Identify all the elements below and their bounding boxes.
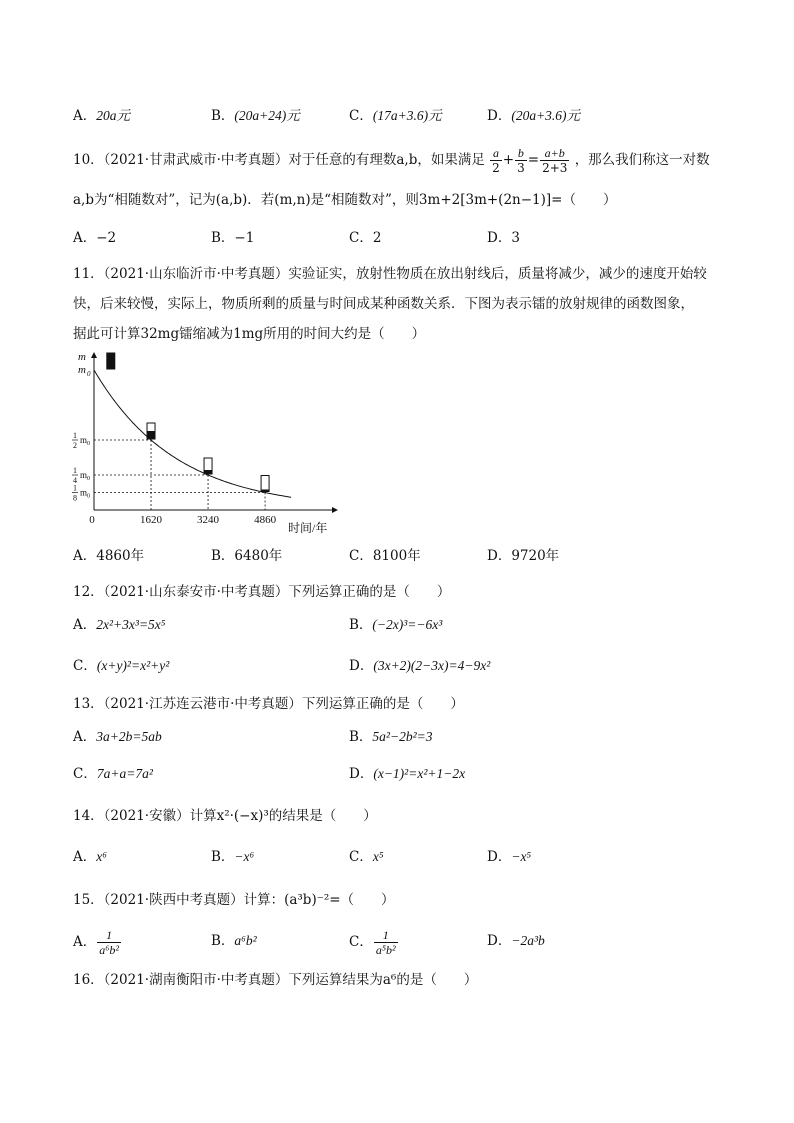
option-a: A． $\frac{1}{\text{a⁶b²}}$ [73,928,120,957]
option-c: C．(17a+3.6)元 [349,108,442,124]
y-tick-sub: 0 [87,476,90,482]
x-axis-label: 时间/年 [288,521,328,535]
option-a: A．3a+2b=5ab [73,729,162,745]
y-tick-label [78,364,91,378]
fraction: $\frac{1}{\text{a⁵b²}}$ [375,928,396,957]
option-d: D．(3x+2)(2−3x)=4−9x² [349,658,491,674]
x-tick-label: 0 [89,514,95,526]
y-axis-arrow [91,352,97,358]
option-d: D．3 [487,230,520,246]
y-tick-unit: m [80,470,88,480]
fraction: $\frac{1}{\text{a⁶b²}}$ [99,928,120,957]
x-tick-label: 4860 [254,514,277,526]
option-a: A．x⁶ [73,849,107,865]
option-a: A．2x²+3x³=5x⁵ [73,617,166,633]
option-d: D．−2a³b [487,933,545,949]
y-tick-label [72,484,90,503]
y-tick-num: 1 [73,483,77,493]
sample-fill [147,431,155,439]
y-tick-unit: m [78,364,86,376]
option-b: B．a⁶b² [211,933,257,949]
q11-stem-line2: 快，后来较慢，实际上，物质所剩的质量与时间成某种函数关系．下图为表示镭的放射规律的函数图象， [73,296,694,312]
x-tick-label: 3240 [197,514,220,526]
q13-stem: 13．（2021·江苏连云港市·中考真题）下列运算正确的是（ ） [73,696,464,712]
y-tick-label [72,466,90,485]
x-tick-label: 1620 [140,514,163,526]
option-c: C．(x+y)²=x²+y² [73,658,170,674]
y-tick-unit: m [80,435,88,445]
y-axis-label: m [78,351,86,363]
chart-guides [94,440,265,510]
chart-boxes [107,353,269,492]
q14-stem: 14．（2021·安徽）计算x²·(−x)³的结果是（ ） [73,808,377,824]
option-d: D．−x⁵ [487,849,532,865]
option-a: A．−2 [73,230,117,246]
y-tick-den: 4 [73,476,77,485]
option-c: C． $\frac{1}{\text{a⁵b²}}$ [349,928,396,957]
q12-stem: 12．（2021·山东泰安市·中考真题）下列运算正确的是（ ） [73,584,451,600]
q11-stem-line3: 据此可计算32mg镭缩减为1mg所用的时间大约是（ ） [73,326,426,342]
sample-fill [204,470,212,474]
option-b: B．(20a+24)元 [211,108,300,124]
sample-box [261,476,269,492]
option-c: C．8100年 [349,548,421,564]
chart-axes [91,352,338,513]
fraction: $\frac{b}{3}$ [517,146,525,175]
q10-stem-line2: a,b为“相随数对”，记为(a,b)．若(m,n)是“相随数对”，则3m+2[3m+(2n−1)]=（ ） [73,192,617,208]
y-tick-den: 8 [73,493,77,503]
fraction: $\frac{a+b}{2+3}$ [542,146,568,175]
q10-stem-line1: 10．（2021·甘肃武威市·中考真题）对于任意的有理数a,b，如果满足 $\frac{a}{2}$ + $\frac{b}{3}$ = $\frac{a+b}{2+3}$ ，那么我们称这一对数 [73,146,710,175]
option-b: B．−1 [211,230,255,246]
option-c: C．7a+a=7a² [73,766,153,782]
decay-chart [70,350,350,535]
q16-stem: 16．（2021·湖南衡阳市·中考真题）下列运算结果为a⁶的是（ ） [73,972,478,988]
y-tick-label [72,431,90,450]
q15-stem: 15．（2021·陕西中考真题）计算：(a³b)⁻²=（ ） [73,892,395,908]
y-tick-sub: 0 [87,441,90,447]
chart-labels [72,351,327,535]
option-b: B．(−2x)³=−6x³ [349,617,443,633]
fraction: $\frac{a}{2}$ [492,146,500,175]
sample-fill [107,353,115,369]
option-c: C．x⁵ [349,849,384,865]
option-b: B．−x⁶ [211,849,255,865]
y-tick-sub: 0 [87,370,91,378]
option-d: D．(x−1)²=x²+1−2x [349,766,466,782]
y-tick-num: 1 [73,431,77,440]
option-a: A．4860年 [73,548,145,564]
q11-stem-line1: 11．（2021·山东临沂市·中考真题）实验证实，放射性物质在放出射线后，质量将减少，减少的速度开始较 [73,266,707,282]
y-tick-sub: 0 [87,493,90,500]
option-b: B．6480年 [211,548,283,564]
option-a: A．20a元 [73,108,130,124]
y-tick-unit: m [80,487,88,498]
option-d: D．9720年 [487,548,560,564]
option-b: B．5a²−2b²=3 [349,729,433,745]
x-axis-arrow [332,507,338,513]
y-tick-den: 2 [73,441,77,450]
option-d: D．(20a+3.6)元 [487,108,581,124]
y-tick-num: 1 [73,466,77,475]
sample-fill [261,490,269,492]
option-c: C．2 [349,230,382,246]
